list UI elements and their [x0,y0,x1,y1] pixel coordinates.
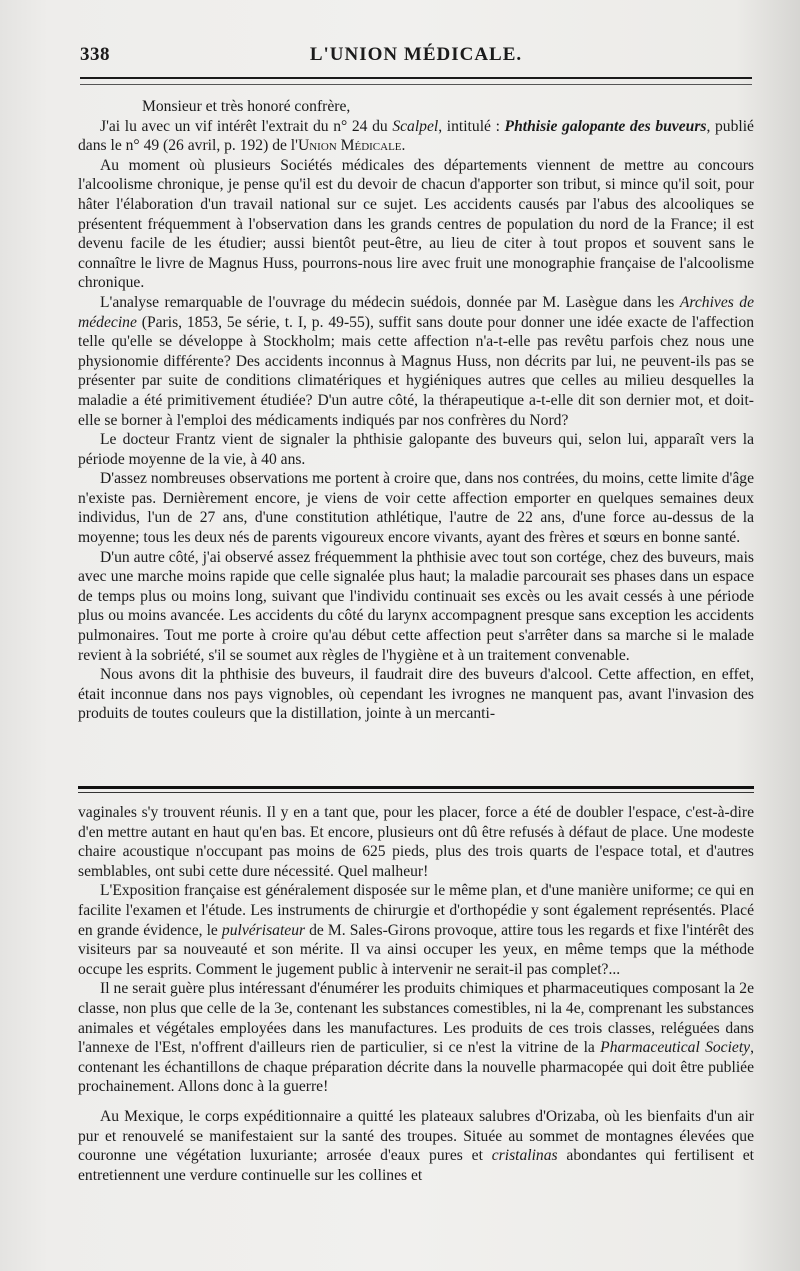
letter-paragraph-1: J'ai lu avec un vif intérêt l'extrait du n° 24 du Scalpel, intitulé : Phthisie galopante des buveurs, publié dans le n° 49 (26 avril, p. 192) de l'Union Médicale. [78,117,754,155]
feuilleton-paragraph-4: Au Mexique, le corps expéditionnaire a quitté les plateaux salubres d'Orizaba, où les bienfaits d'un air pur et renouvelé se manifestaient sur la santé des troupes. Située au sommet de montagnes élevées que couronne une végétation luxuriante; arrosée d'eaux pures et cristalinas abondantes qui fertilisent et entretiennent une verdure continuelle sur les collines et [78,1107,755,1184]
letter-article [78,97,754,724]
header-rule [80,77,752,79]
archives-title: Archives de médecine [78,293,755,331]
pulverisateur-term: pulvérisateur [221,921,306,939]
page-header [80,44,752,74]
feuilleton-paragraph-1: vaginales s'y trouvent réunis. Il y en a tant que, pour les placer, force a été de doubler l'espace, c'est-à-dire d'en mettre autant en haut qu'en bas. Et encore, plusieurs ont dû être refusés à défaut de place. Une modeste chaire acoustique n'occupant pas moins de 625 pieds, plus des trois quarts de l'espace total, et d'autres semblables, ont subi cette dure nécessité. Quel malheur! [78,804,754,880]
letter-paragraph-6: D'un autre côté, j'ai observé assez fréquemment la phthisie avec tout son cortége, chez des buveurs, mais avec une marche moins rapide que celle signalée plus haut; la maladie parcourait ses phases dans un espace de temps plus ou moins long, suivant que l'individu continuait ses excès ou les avait cessés à une période plus ou moins avancée. Les accidents du côté du larynx accompagnent presque sans exception les accidents pulmonaires. Tout me porte à croire qu'au début cette affection peut s'arrêter dans sa marche si le malade revient à la sobriété, s'il se soumet aux règles de l'hygiène et à un traitement convenable. [78,548,754,664]
feuilleton-paragraph-2: L'Exposition française est généralement disposée sur le même plan, et d'une manière uniforme; ce qui en facilite l'examen et l'étude. Les instruments de chirurgie et d'orthopédie y sont également représentés. Placé en grande évidence, le pulvérisateur de M. Sales-Girons provoque, attire tous les regards et fixe l'intérêt des visiteurs par sa nouveauté et son mérite. Il va ainsi occuper les yeux, en même temps que la méthode occupe les esprits. Comment le jugement public à intervenir ne serait-il pas complet?... [78,882,754,978]
greeting: Monsieur et très honoré confrère, [142,98,351,115]
feuilleton-article [78,803,754,1185]
letter-paragraph-7: Nous avons dit la phthisie des buveurs, il faudrait dire des buveurs d'alcool. Cette affection, en effet, était inconnue dans nos pays vignobles, où cependant les ivrognes ne manquent pas, avant l'invasion des produits de toutes couleurs que la distillation, jointe à un mercanti- [78,666,754,723]
letter-paragraph-4: Le docteur Frantz vient de signaler la phthisie galopante des buveurs qui, selon lui, apparaît vers la période moyenne de la vie, à 40 ans. [78,431,754,468]
page-number: 338 [80,44,110,65]
letter-paragraph-2: Au moment où plusieurs Sociétés médicales des départements viennent de mettre au concours l'alcoolisme chronique, je pense qu'il est du devoir de chacun d'apporter son tribut, si mince qu'il soit, pour hâter l'élaboration d'un travail national sur ce sujet. Les accidents causés par l'abus des alcooliques se présentent fréquemment à l'observation dans les grands centres de population du nord de la France; il est devenu facile de les étudier; aussi bientôt peut-être, au lieu de citer à tout propos et souvent sans le connaître le livre de Magnus Huss, pourrons-nous lire avec fruit une monographie française de l'alcoolisme chronique. [78,156,754,292]
article-title: Phthisie galopante des buveurs [504,117,707,135]
feuilleton-rule [78,786,754,789]
scalpel-title: Scalpel [392,117,439,135]
cristalinas-term: cristalinas [491,1147,558,1165]
feuilleton-paragraph-3: Il ne serait guère plus intéressant d'énumérer les produits chimiques et pharmaceutiques composant la 2e classe, non plus que celle de la 3e, contenant les substances comestibles, ni la 4e, comprenant les substances animales et végétales employées dans les manufactures. Les produits de ces trois classes, reléguées dans l'annexe de l'Est, n'offrent d'ailleurs rien de particulier, si ce n'est la vitrine de la Pharmaceutical Society, contenant les échantillons de chaque préparation décrite dans la nouvelle pharmacopée qui doit être publiée prochainement. Allons donc à la guerre! [78,980,755,1096]
letter-paragraph-3: L'analyse remarquable de l'ouvrage du médecin suédois, donnée par M. Lasègue dans les Archives de médecine (Paris, 1853, 5e série, t. I, p. 49-55), suffit sans doute pour donner une idée exacte de l'affection telle qu'elle se développe à Stockholm; mais cette affection n'a-t-elle pas revêtu parfois chez nous une physionomie différente? Des accidents inconnus à Magnus Huss, non décrits par lui, ne peuvent-ils pas se présenter par suite de conditions climatériques et hygiéniques autres que celles au milieu desquelles la maladie a été primitivement étudiée? D'un autre côté, la thérapeutique a-t-elle dit son dernier mot, et doit-elle se borner à l'emploi des médicaments indiqués par nos confrères du Nord? [78,293,755,429]
running-title: L'UNION MÉDICALE. [309,44,523,65]
header-rule-thin [80,84,752,85]
union-medicale-ref: Union Médicale [297,137,402,155]
pharmaceutical-society-term: Pharmaceutical Society [600,1039,751,1057]
feuilleton-rule-thin [78,792,754,793]
letter-paragraph-5: D'assez nombreuses observations me portent à croire que, dans nos contrées, du moins, cette limite d'âge n'existe pas. Dernièrement encore, je viens de voir cette affection emporter en quelques semaines deux individus, l'un de 27 ans, d'une constitution athlétique, l'autre de 22 ans, d'une force au-dessus de la moyenne; tous les deux nés de parents vigoureux encore vivants, ayant des frères et sœurs en bonne santé. [78,470,754,547]
